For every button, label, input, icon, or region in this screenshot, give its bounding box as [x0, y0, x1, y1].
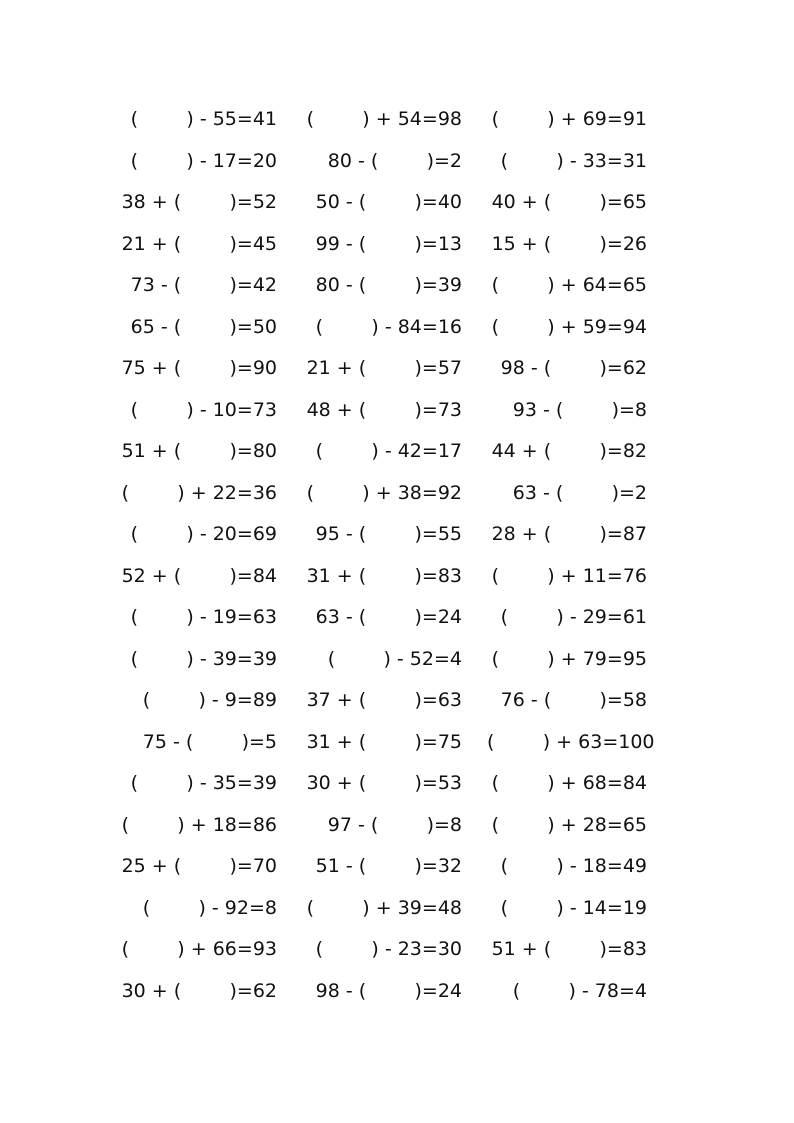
equation: ( ) - 52=4 [327, 647, 462, 670]
equation: ( ) + 66=93 [121, 938, 277, 960]
equation-row [0, 934, 794, 964]
equation: 51 + ( )=80 [121, 440, 277, 462]
equation-row [0, 602, 794, 632]
equation: 76 - ( )=58 [500, 689, 647, 711]
equation: ( ) + 18=86 [121, 813, 277, 836]
equation: ( ) + 38=92 [306, 481, 462, 504]
equation: 30 + ( )=53 [306, 772, 462, 794]
equation: ( ) + 69=91 [491, 108, 647, 130]
equation: ( ) - 10=73 [130, 398, 277, 421]
equation: ( ) - 20=69 [130, 523, 277, 545]
equation: ( ) + 39=48 [306, 896, 462, 919]
equation: ( ) - 39=39 [130, 647, 277, 670]
equation: 73 - ( )=42 [130, 274, 277, 296]
equation-row [0, 976, 794, 1006]
equation: 80 - ( )=39 [315, 274, 462, 296]
equation: 31 + ( )=75 [306, 730, 462, 753]
equation: 37 + ( )=63 [306, 689, 462, 711]
equation: ( ) - 92=8 [142, 896, 277, 919]
equation-row [0, 478, 794, 508]
equation-row [0, 270, 794, 300]
equation: 98 - ( )=62 [500, 357, 647, 379]
equation-row [0, 187, 794, 217]
equation: 75 + ( )=90 [121, 357, 277, 379]
equation-row [0, 727, 794, 757]
equation: ( ) - 33=31 [500, 149, 647, 172]
equation: 48 + ( )=73 [306, 398, 462, 421]
equation: 63 - ( )=2 [512, 481, 647, 504]
equation: 98 - ( )=24 [315, 979, 462, 1002]
equation: ( ) - 17=20 [130, 149, 277, 172]
equation: ( ) + 22=36 [121, 481, 277, 504]
equation: 51 - ( )=32 [315, 855, 462, 877]
equation: 99 - ( )=13 [315, 232, 462, 255]
equation: 93 - ( )=8 [512, 398, 647, 421]
equation-row [0, 312, 794, 342]
equation: ( ) - 29=61 [500, 606, 647, 628]
equation: 30 + ( )=62 [121, 979, 277, 1002]
equation: ( ) - 35=39 [130, 772, 277, 794]
equation: 50 - ( )=40 [315, 191, 462, 213]
equation: 80 - ( )=2 [327, 149, 462, 172]
equation: 44 + ( )=82 [491, 440, 647, 462]
equation: 51 + ( )=83 [491, 938, 647, 960]
equation: ( ) + 68=84 [491, 772, 647, 794]
equation: 40 + ( )=65 [491, 191, 647, 213]
equation-row [0, 810, 794, 840]
equation-row [0, 768, 794, 798]
equation: ( ) - 42=17 [315, 440, 462, 462]
equation: 75 - ( )=5 [142, 730, 277, 753]
equation: ( ) - 84=16 [315, 315, 462, 338]
equation: 31 + ( )=83 [306, 564, 462, 587]
equation-row [0, 146, 794, 176]
equation-row [0, 395, 794, 425]
equation: ( ) + 54=98 [306, 108, 462, 130]
equation: 21 + ( )=45 [121, 232, 277, 255]
equation-row [0, 519, 794, 549]
equation-row [0, 561, 794, 591]
equation-row [0, 893, 794, 923]
equation: 25 + ( )=70 [121, 855, 277, 877]
equation: ( ) + 11=76 [491, 564, 647, 587]
equation: ( ) - 9=89 [142, 689, 277, 711]
equation: 63 - ( )=24 [315, 606, 462, 628]
equation: 15 + ( )=26 [491, 232, 647, 255]
equation-row [0, 644, 794, 674]
equation: 52 + ( )=84 [121, 564, 277, 587]
equation: ( ) - 18=49 [500, 855, 647, 877]
equation: ( ) - 14=19 [500, 896, 647, 919]
equation: ( ) + 64=65 [491, 274, 647, 296]
equation-row [0, 851, 794, 881]
equation: ( ) + 59=94 [491, 315, 647, 338]
equation: 38 + ( )=52 [121, 191, 277, 213]
equation: 95 - ( )=55 [315, 523, 462, 545]
equation: ( ) + 79=95 [491, 647, 647, 670]
equation: 97 - ( )=8 [327, 813, 462, 836]
equation-row [0, 436, 794, 466]
equation: 65 - ( )=50 [130, 315, 277, 338]
equation: ( ) - 23=30 [315, 938, 462, 960]
equation: ( ) + 63=100 [487, 730, 655, 753]
equation: ( ) + 28=65 [491, 813, 647, 836]
equation-row [0, 229, 794, 259]
equation: ( ) - 55=41 [130, 108, 277, 130]
equation: 21 + ( )=57 [306, 357, 462, 379]
equation-row [0, 104, 794, 134]
equation: 28 + ( )=87 [491, 523, 647, 545]
equation-row [0, 685, 794, 715]
equation: ( ) - 78=4 [512, 979, 647, 1002]
equation-row [0, 353, 794, 383]
equation: ( ) - 19=63 [130, 606, 277, 628]
